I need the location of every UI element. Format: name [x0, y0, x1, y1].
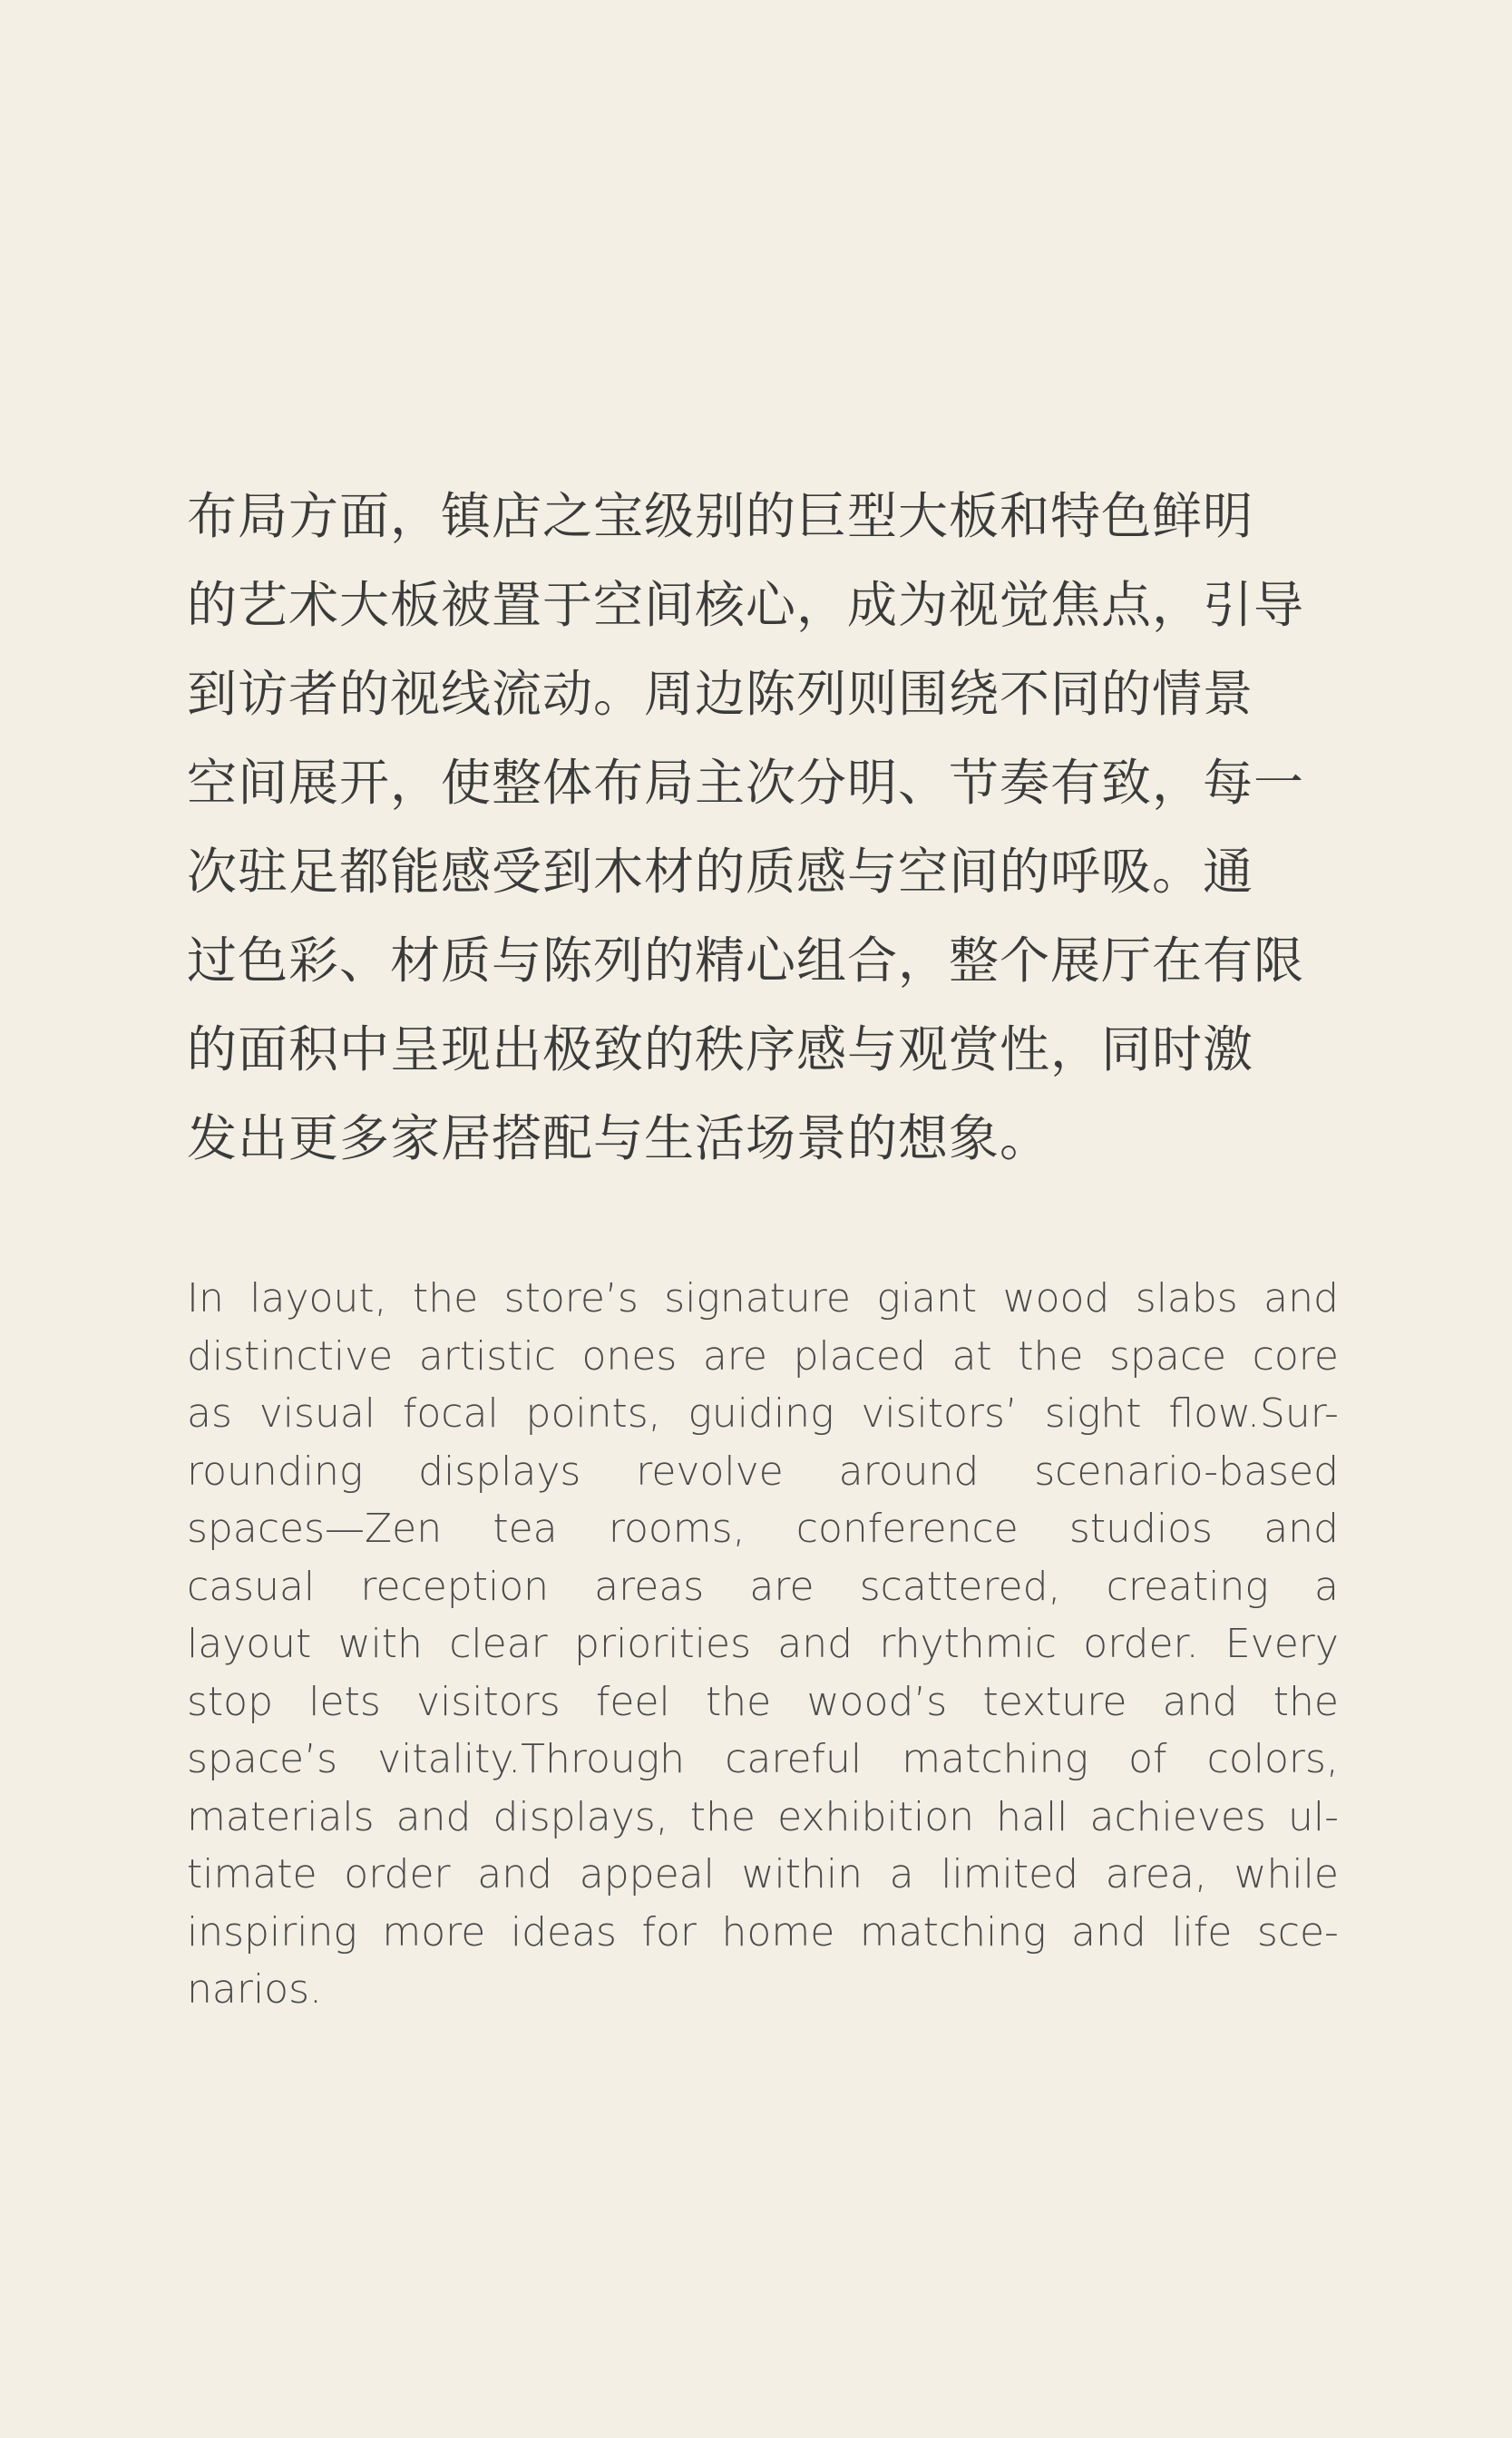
chinese-line: 的艺术大板被置于空间核心，成为视觉焦点，引导 — [187, 576, 1305, 634]
english-line: rounding displays revolve around scenario-based — [187, 1448, 1339, 1495]
english-line: spaces—Zen tea rooms, conference studios and — [187, 1506, 1339, 1552]
english-paragraph — [187, 1270, 1339, 2019]
english-line: inspiring more ideas for home matching and life sce- — [187, 1908, 1339, 1955]
chinese-line: 布局方面，镇店之宝级别的巨型大板和特色鲜明 — [187, 487, 1254, 545]
chinese-line: 到访者的视线流动。周边陈列则围绕不同的情景 — [187, 665, 1254, 723]
english-line: In layout, the store’s signature giant wood slabs and — [187, 1275, 1339, 1321]
english-line: narios. — [187, 1966, 322, 2013]
english-line: as visual focal points, guiding visitors’ sight flow.Sur- — [187, 1390, 1339, 1437]
english-line: space’s vitality.Through careful matching of colors, — [187, 1736, 1339, 1782]
chinese-line: 的面积中呈现出极致的秩序感与观赏性，同时激 — [187, 1020, 1254, 1078]
english-line: stop lets visitors feel the wood’s texture and the — [187, 1678, 1339, 1725]
english-line: materials and displays, the exhibition hall achieves ul- — [187, 1793, 1339, 1840]
english-line: layout with clear priorities and rhythmic order. Every — [187, 1621, 1339, 1667]
chinese-paragraph — [187, 472, 1339, 1183]
chinese-line: 次驻足都能感受到木材的质感与空间的呼吸。通 — [187, 843, 1254, 901]
chinese-line: 过色彩、材质与陈列的精心组合，整个展厅在有限 — [187, 931, 1305, 990]
chinese-line: 空间展开，使整体布局主次分明、节奏有致，每一 — [187, 754, 1305, 812]
english-line: timate order and appeal within a limited area, while — [187, 1851, 1339, 1897]
english-line: casual reception areas are scattered, creating a — [187, 1563, 1339, 1610]
english-line: distinctive artistic ones are placed at the space core — [187, 1332, 1339, 1380]
chinese-line: 发出更多家居搭配与生活场景的想象。 — [187, 1109, 1051, 1167]
